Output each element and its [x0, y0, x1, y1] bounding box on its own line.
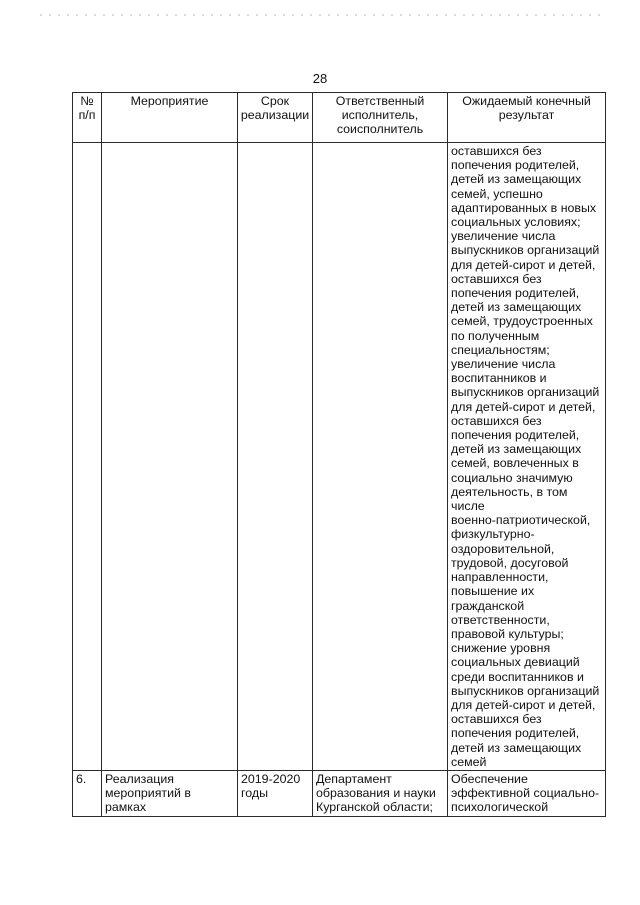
cell-term	[238, 143, 313, 771]
header-result: Ожидаемый конечный результат	[448, 93, 606, 143]
cell-result: оставшихся без попечения родителей, детей из замещающих семей, успешно адаптированных в новых социальных условиях; увеличение числа выпускников организаций для детей-сирот и детей, оставшихся без попечения родителей, детей из замещающих семей, трудоустроенных по полученным специальностям; увеличение числа воспитанников и выпускников организаций для детей-сирот и детей, оставшихся без попечения родителей, детей из замещающих семей, вовлеченных в социально значимую деятельность, в том числе военно-патриотической, физкультурно- оздоровительной, трудовой, досуговой направленности, повышение их гражданской ответственности, правовой культуры; снижение уровня социальных девиаций среди воспитанников и выпускников организаций для детей-сирот и детей, оставшихся без попечения родителей, детей из замещающих семей	[448, 143, 606, 771]
cell-term: 2019-2020 годы	[238, 770, 313, 816]
cell-executor	[313, 143, 448, 771]
header-row	[73, 93, 606, 143]
cell-executor: Департамент образования и науки Курганской области;	[313, 770, 448, 816]
cell-event	[102, 143, 238, 771]
page-number: 28	[312, 71, 328, 86]
header-num: № п/п	[73, 93, 102, 143]
header-term: Срок реализации	[238, 93, 313, 143]
events-table	[72, 92, 606, 817]
table-row-continued	[73, 143, 606, 771]
scan-noise	[40, 14, 600, 16]
header-event: Мероприятие	[102, 93, 238, 143]
header-executor: Ответственный исполнитель, соисполнитель	[313, 93, 448, 143]
cell-result: Обеспечение эффективной социально- психологической	[448, 770, 606, 816]
table-row-6	[73, 770, 606, 816]
cell-num: 6.	[73, 770, 102, 816]
cell-num	[73, 143, 102, 771]
cell-event: Реализация мероприятий в рамках	[102, 770, 238, 816]
